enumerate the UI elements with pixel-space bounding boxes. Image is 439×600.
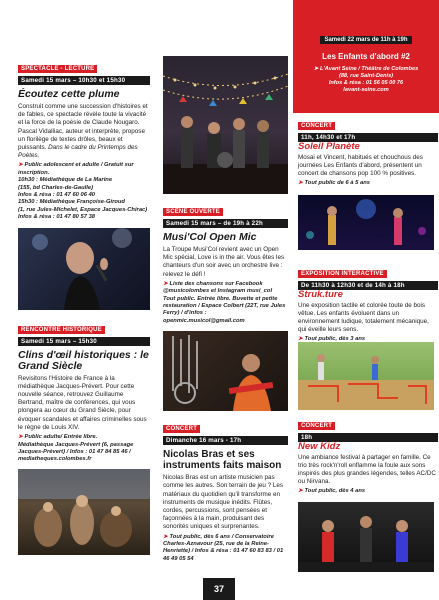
event-nicolas-bras bbox=[163, 417, 288, 563]
venue-line: (88, rue Saint-Denis) bbox=[338, 73, 394, 79]
info-line: ➤ Public adulte/ Entrée libre. bbox=[18, 434, 98, 441]
festival-venue bbox=[293, 66, 439, 94]
event-body: Une ambiance festival à partager en famille. Ce trio très rock'n'roll enflamme la foule aux sons inspirés des plus grandes légendes, telles AC/DC ou Nirvana. bbox=[298, 454, 436, 485]
event-body-text: Construit comme une succession d'histoires et de fables, ce spectacle révèle toute la vivacité et la force de la poésie de Claude Nougaro. Pascal Vidalliac, auteur et interprète, propose un florilège de textes drôles, beaux et puissants. bbox=[18, 103, 148, 152]
event-info bbox=[163, 281, 288, 325]
event-body: Nicolas Bras est un artiste musicien pas comme les autres. Son terrain de jeu ? Les matériaux du quotidien qu'il transforme en instruments de musique inédits. Flûtes, cordes, percussions, sont pensées et façonnées à la main, produisant des sonorités uniques et surprenantes. bbox=[163, 474, 284, 531]
arrow-icon: ➤ bbox=[18, 434, 25, 441]
event-body: La Troupe Musi'Col revient avec un Open Mic spécial, Love is in the air. Vous êtes les chanteurs d'un soir avec un orchestre live : relevez le défi ! bbox=[163, 246, 285, 278]
category-tag: CONCERT bbox=[298, 422, 335, 430]
singer-photo bbox=[18, 228, 150, 310]
band-illustration bbox=[163, 56, 288, 194]
event-time: De 11h30 à 12h30 et de 14h à 18h bbox=[298, 281, 438, 290]
arrow-icon: ➤ bbox=[163, 280, 170, 287]
event-title: Musi'Col Open Mic bbox=[163, 231, 257, 243]
event-info: ➤ Tout public, dès 4 ans bbox=[298, 488, 366, 494]
arrow-icon: ➤ bbox=[298, 180, 305, 186]
enfants-dabord-header bbox=[293, 0, 439, 113]
event-spectacle-lecture bbox=[18, 57, 150, 222]
info-line: ➤ Public adolescent et adulte / Gratuit sur inscription. bbox=[18, 162, 134, 176]
event-date: Dimanche 16 mars - 17h bbox=[163, 436, 288, 445]
category-tag: EXPOSITION INTERACTIVE bbox=[298, 270, 387, 278]
info-line: Médiathèque Jacques-Prévert (6, passage Jacques-Prévert) / Infos : 01 47 84 85 46 / mediatheques.colombes.fr bbox=[18, 441, 134, 463]
event-body: Une exposition tactile et colorée toute de bois vêtue. Les enfants évoluent dans un environnement ludique, totalement mécanique, qui éveille leurs sens. bbox=[298, 302, 429, 333]
arrow-icon: ➤ bbox=[298, 488, 305, 494]
new-kidz-photo bbox=[298, 502, 434, 572]
event-title: Nicolas Bras et ses instruments faits maison bbox=[163, 449, 282, 472]
event-time: 11h, 14h30 et 17h bbox=[298, 133, 438, 142]
venue-line: ➤ L'Avant Seine / Théâtre de Colombes bbox=[313, 66, 419, 72]
event-body bbox=[18, 103, 150, 160]
category-tag: CONCERT bbox=[298, 122, 335, 130]
strukture-photo bbox=[298, 342, 434, 410]
arrow-icon: ➤ bbox=[163, 533, 170, 540]
info-line: 15h30 : Médiathèque Françoise-Giroud bbox=[18, 199, 125, 206]
painting-illustration bbox=[18, 469, 150, 555]
maze-illustration bbox=[298, 342, 434, 410]
event-title: Struk.ture bbox=[298, 289, 343, 300]
festival-date: Samedi 22 mars de 11h à 19h bbox=[320, 36, 411, 44]
event-title: Écoutez cette plume bbox=[18, 88, 120, 100]
stage-illustration bbox=[298, 195, 434, 250]
painting-photo bbox=[18, 469, 150, 555]
event-open-mic bbox=[163, 200, 288, 325]
band-photo bbox=[163, 56, 288, 194]
venue-line: Infos & résa : 01 56 05 00 76 bbox=[328, 80, 404, 86]
event-title: Clins d'œil historiques : le Grand Siècle bbox=[18, 348, 149, 372]
event-strukture bbox=[298, 262, 438, 342]
event-soleil-planete bbox=[298, 114, 438, 186]
event-date: Samedi 15 mars – de 19h à 22h bbox=[163, 219, 288, 228]
event-title: Soleil Planète bbox=[298, 141, 360, 152]
arrow-icon: ➤ bbox=[313, 66, 320, 72]
event-info: ➤ Tout public, dès 3 ans bbox=[298, 336, 366, 342]
info-line: Tout public. Entrée libre. Buvette et petite restauration / Espace Colbert (22T, rue Jules Ferry) / d'infos : openmic.musicol@gmail.com bbox=[163, 295, 286, 324]
event-date: Samedi 15 mars – 10h30 et 15h30 bbox=[18, 76, 150, 85]
info-line: Infos & résa : 01 47 60 06 40 bbox=[18, 192, 96, 199]
event-time: 18h bbox=[298, 433, 438, 442]
event-info: ➤ Tout public de 6 à 5 ans bbox=[298, 180, 370, 186]
venue-line: lavant-seine.com bbox=[343, 87, 389, 93]
info-line: (155, bd Charles-de-Gaulle) bbox=[18, 184, 94, 191]
info-line: 10h30 : Médiathèque de La Marine bbox=[18, 177, 113, 184]
soleil-planete-photo bbox=[298, 195, 434, 250]
arrow-icon: ➤ bbox=[18, 162, 25, 169]
info-line: ➤ Tout public, dès 6 ans / Conservatoire Charles-Aznavour (25, rue de la Reine-Henriette) / Infos & résa : 01 47 60 83 83 / 01 46 49 05 54 bbox=[163, 533, 284, 562]
event-info bbox=[18, 162, 150, 221]
event-body: Mosai et Vincent, habitués et chouchous des journées Les Enfants d'abord, présentent un concert de chansons pop 100 % positives. bbox=[298, 154, 423, 177]
festival-title: Les Enfants d'abord #2 bbox=[322, 52, 410, 61]
event-title: New Kidz bbox=[298, 441, 341, 452]
category-tag: SCÈNE OUVERTE bbox=[163, 208, 223, 216]
info-line: ➤ Liste des chansons sur Facebook @musicolombes et Instagram musi_col bbox=[163, 280, 273, 295]
singer-illustration bbox=[18, 228, 150, 310]
info-line: Infos & résa : 01 47 80 57 38 bbox=[18, 214, 96, 221]
left-column bbox=[18, 0, 150, 555]
rock-band-illustration bbox=[298, 502, 434, 572]
page-number: 37 bbox=[203, 578, 235, 600]
instruments-illustration bbox=[163, 331, 288, 411]
category-tag: RENCONTRE HISTORIQUE bbox=[18, 326, 105, 334]
category-tag: CONCERT bbox=[163, 425, 200, 433]
event-new-kidz bbox=[298, 414, 438, 494]
event-body-emphasis: Dans le cadre du Printemps des Poètes. bbox=[18, 144, 138, 160]
instruments-photo bbox=[163, 331, 288, 411]
event-info bbox=[163, 534, 288, 564]
info-line: (1, rue Jules-Michelet, Espace Jacques-Chirac) bbox=[18, 206, 148, 213]
event-info bbox=[18, 434, 150, 464]
event-rencontre-historique bbox=[18, 318, 150, 464]
event-body: Revisitons l'Histoire de France à la médiathèque Jacques-Prévert. Pour cette nouvelle séance, retrouvez Guillaume Bertrand, maître de conférences, qui vous plongera au cœur du Grand Siècle, pour évoquer scandales et affaires criminelles sous le règne de Louis XIV. bbox=[18, 374, 147, 431]
middle-column bbox=[163, 0, 288, 563]
category-tag: SPECTACLE - LECTURE bbox=[18, 65, 97, 73]
event-date: Samedi 15 mars – 15h30 bbox=[18, 337, 150, 346]
arrow-icon: ➤ bbox=[298, 336, 305, 342]
